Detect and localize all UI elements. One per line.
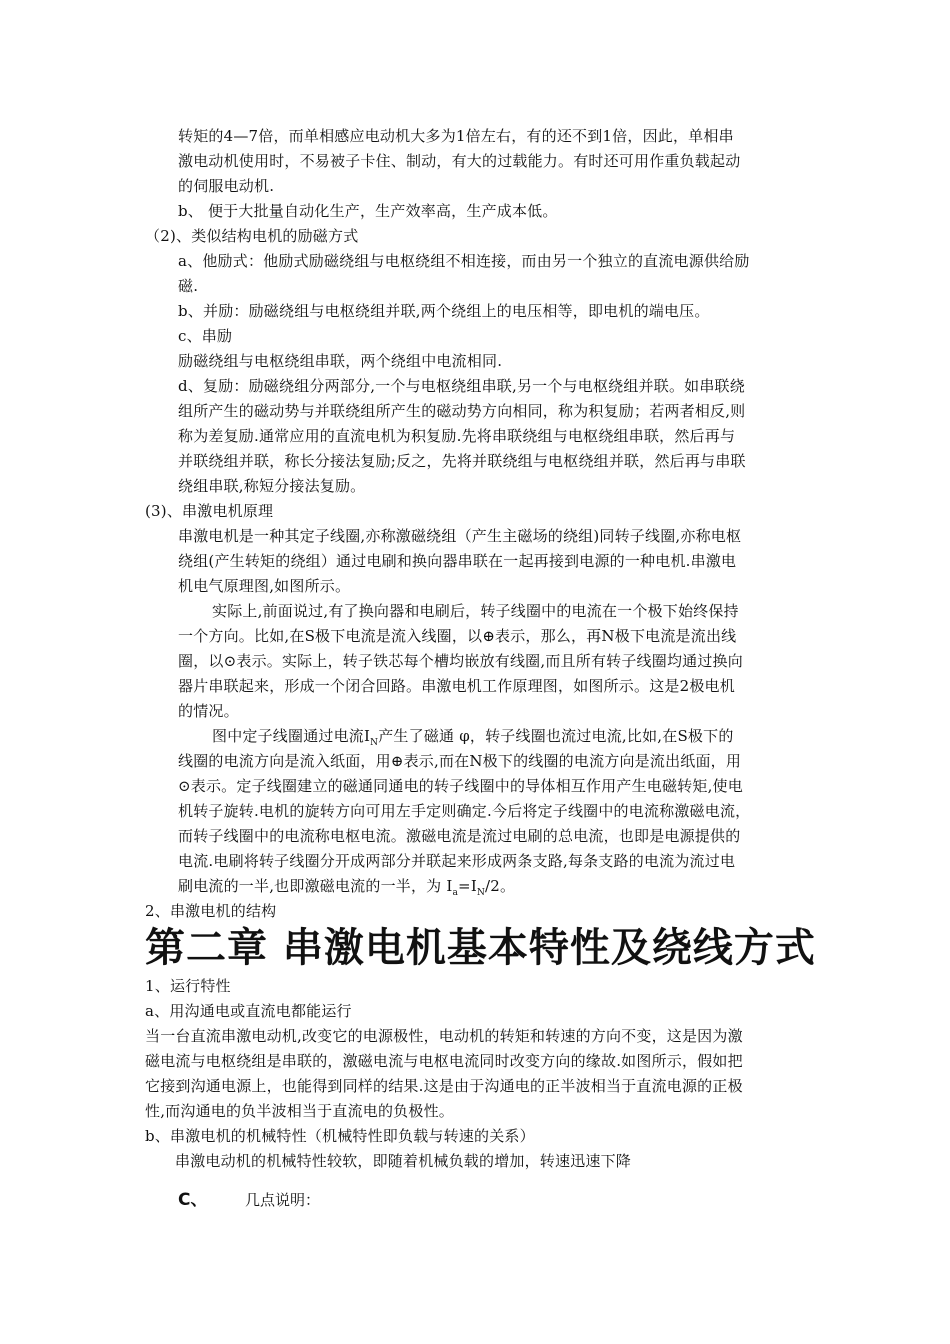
section-heading-structure: 2、串激电机的结构 xyxy=(145,902,277,920)
list-item-b: b、 便于大批量自动化生产，生产效率高，生产成本低。 xyxy=(178,202,558,220)
paragraph-line: 当一台直流串激电动机,改变它的电源极性，电动机的转矩和转速的方向不变，这是因为激 xyxy=(145,1027,743,1045)
paragraph-line: 线圈的电流方向是流入纸面，用⊕表示,而在N极下的线圈的电流方向是流出纸面，用 xyxy=(178,752,742,770)
paragraph-line xyxy=(212,724,734,749)
paragraph-line: 它接到沟通电源上，也能得到同样的结果.这是由于沟通电的正半波相当于直流电源的正极 xyxy=(145,1077,743,1095)
section-heading-1: 1、运行特性 xyxy=(145,977,231,995)
list-item-b: b、并励：励磁绕组与电枢绕组并联,两个绕组上的电压相等，即电机的端电压。 xyxy=(178,302,710,320)
list-item-a: a、用沟通电或直流电都能运行 xyxy=(145,1002,352,1020)
paragraph-line: 圈，以⊙表示。实际上，转子铁芯每个槽均嵌放有线圈,而且所有转子线圈均通过换向 xyxy=(178,652,743,670)
paragraph-line: 称为差复励.通常应用的直流电机为积复励.先将串联绕组与电枢绕组串联，然后再与 xyxy=(178,427,736,445)
paragraph-line: 并联绕组并联，称长分接法复励;反之，先将并联绕组与电枢绕组并联，然后再与串联 xyxy=(178,452,746,470)
paragraph-line: 实际上,前面说过,有了换向器和电刷后，转子线圈中的电流在一个极下始终保持 xyxy=(212,602,739,620)
paragraph-line: 转矩的4—7倍，而单相感应电动机大多为1倍左右，有的还不到1倍，因此，单相串 xyxy=(178,127,734,145)
paragraph-line: 一个方向。比如,在S极下电流是流入线圈，以⊕表示，那么，再N极下电流是流出线 xyxy=(178,627,737,645)
list-marker-c: C、 xyxy=(178,1190,208,1210)
paragraph-line: 的情况。 xyxy=(178,702,239,720)
paragraph-line: 性,而沟通电的负半波相当于直流电的负极性。 xyxy=(145,1102,454,1120)
subscript: N xyxy=(370,738,379,748)
paragraph-line: ⊙表示。定子线圈建立的磁通同通电的转子线圈中的导体相互作用产生电磁转矩,使电 xyxy=(178,777,743,795)
subscript: a xyxy=(452,888,459,898)
paragraph-line: 机转子旋转.电机的旋转方向可用左手定则确定.今后将定子线圈中的电流称激磁电流， xyxy=(178,802,751,820)
list-item-b: b、串激电机的机械特性（机械特性即负载与转速的关系） xyxy=(145,1127,535,1145)
list-item-d: d、复励：励磁绕组分两部分,一个与电枢绕组串联,另一个与电枢绕组并联。如串联绕 xyxy=(178,377,745,395)
current-symbol: I xyxy=(364,727,371,745)
text-run: /2。 xyxy=(485,877,516,895)
text-run: =I xyxy=(458,877,477,895)
paragraph-line: 的伺服电动机. xyxy=(178,177,275,195)
chapter-title: 第二章 串激电机基本特性及绕线方式 xyxy=(145,925,816,971)
list-item-c: c、串励 xyxy=(178,327,233,345)
paragraph-line: 机电气原理图,如图所示。 xyxy=(178,577,351,595)
paragraph-line: 磁电流与电枢绕组是串联的，激磁电流与电枢电流同时改变方向的缘故.如图所示，假如把 xyxy=(145,1052,743,1070)
paragraph-line: 绕组串联,称短分接法复励。 xyxy=(178,477,366,495)
section-heading-3: (3)、串激电机原理 xyxy=(145,502,274,520)
paragraph-line: 组所产生的磁动势与并联绕组所产生的磁动势方向相同，称为积复励；若两者相反,则 xyxy=(178,402,746,420)
paragraph-line: 激电动机使用时，不易被子卡住、制动，有大的过载能力。有时还可用作重负载起动 xyxy=(178,152,741,170)
paragraph-line: 磁. xyxy=(178,277,199,295)
paragraph-line: 电流.电刷将转子线圈分开成两部分并联起来形成两条支路,每条支路的电流为流过电 xyxy=(178,852,736,870)
list-item-a: a、他励式：他励式励磁绕组与电枢绕组不相连接，而由另一个独立的直流电源供给励 xyxy=(178,252,750,270)
paragraph-line: 串激电动机的机械特性较软，即随着机械负载的增加，转速迅速下降 xyxy=(175,1152,632,1170)
text-run: 刷电流的一半,也即激磁电流的一半，为 I xyxy=(178,877,453,895)
paragraph-line: 绕组(产生转矩的绕组）通过电刷和换向器串联在一起再接到电源的一种电机.串激电 xyxy=(178,552,737,570)
paragraph-line xyxy=(178,874,515,899)
paragraph-line: 串激电机是一种其定子线圈,亦称激磁绕组（产生主磁场的绕组)同转子线圈,亦称电枢 xyxy=(178,527,742,545)
notes-heading: 几点说明： xyxy=(245,1191,321,1209)
section-heading-2: （2)、类似结构电机的励磁方式 xyxy=(145,227,359,245)
subscript: N xyxy=(476,888,486,898)
paragraph-line: 励磁绕组与电枢绕组串联，两个绕组中电流相同. xyxy=(178,352,503,370)
text-run: 图中定子线圈通过电流 xyxy=(212,727,365,745)
text-run: 产生了磁通 φ，转子线圈也流过电流,比如,在S极下的 xyxy=(378,727,734,745)
paragraph-line: 器片串联起来，形成一个闭合回路。串激电机工作原理图，如图所示。这是2极电机 xyxy=(178,677,735,695)
paragraph-line: 而转子线圈中的电流称电枢电流。激磁电流是流过电刷的总电流，也即是电源提供的 xyxy=(178,827,741,845)
